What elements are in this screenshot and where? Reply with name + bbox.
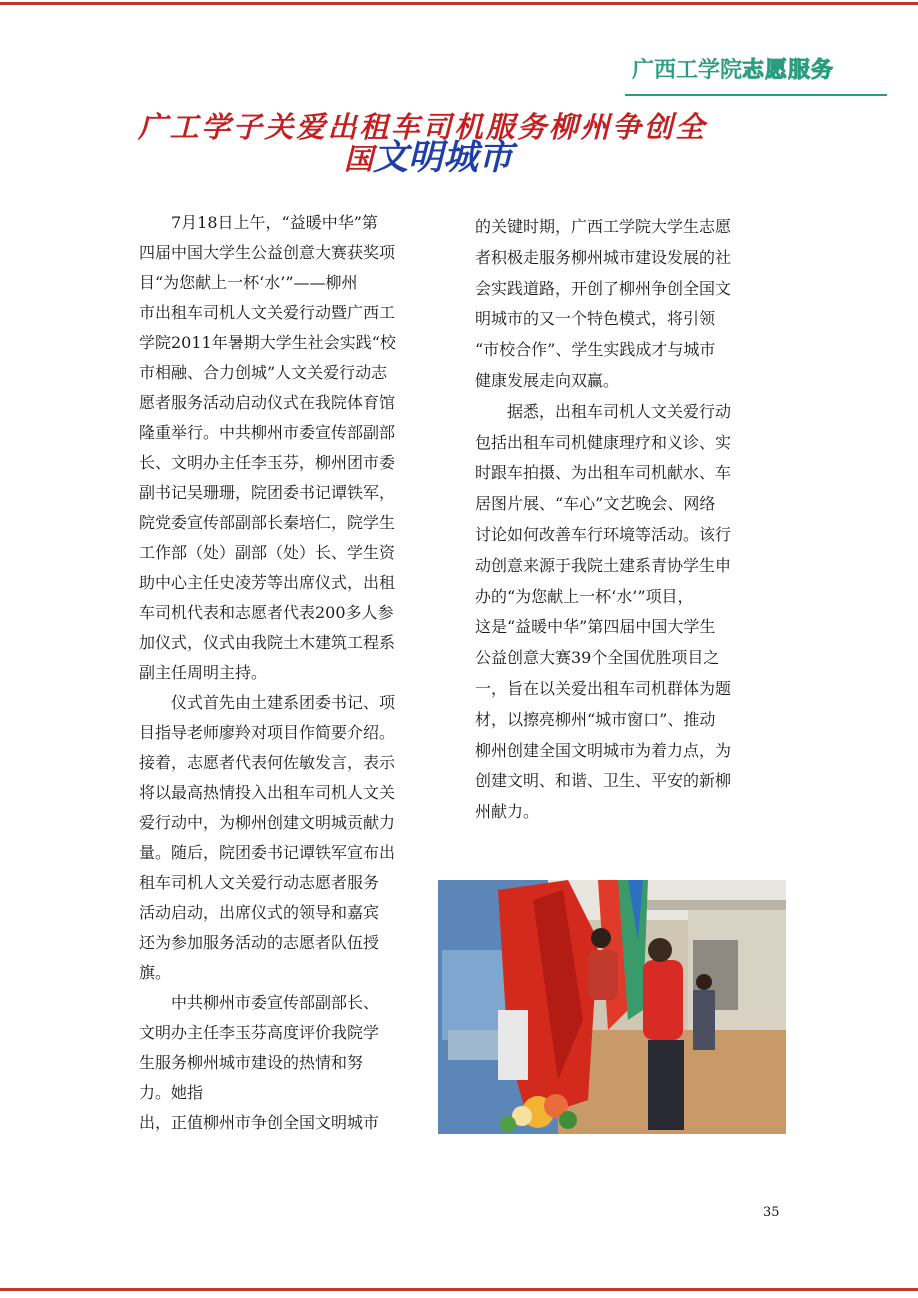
text-line: 中共柳州市委宣传部副部长、 [139,993,380,1012]
text-line: “市校合作”、学生实践成才与城市 [475,340,716,360]
brand-section: 志愿服务 [742,58,835,83]
text-line: 仪式首先由土建系团委书记、项 [139,693,396,712]
text-line: 副书记吴珊珊，院团委书记谭铁军， [139,483,396,502]
text-line: 车司机代表和志愿者代表200多人参 [139,603,394,622]
text-line: 市相融、合力创城”人文关爱行动志 [139,363,388,382]
text-line: 量。随后，院团委书记谭铁军宣布出 [139,843,396,862]
text-line: 出，正值柳州市争创全国文明城市 [139,1113,380,1132]
text-line: 愿者服务活动启动仪式在我院体育馆 [139,393,396,412]
text-line: 这是“益暖中华”第四届中国大学生 [475,617,716,637]
left-text-column [139,208,443,1138]
text-line: 力。她指 [139,1083,204,1102]
text-line: 活动启动，出席仪式的领导和嘉宾 [139,903,380,922]
text-line: 院党委宣传部副部长秦培仁，院学生 [139,513,396,532]
brand-header [632,56,834,86]
event-photo [438,880,786,1134]
text-line: 接着，志愿者代表何佐敏发言，表示 [139,753,396,772]
text-line: 公益创意大赛39个全国优胜项目之 [475,648,720,668]
text-line: 旗。 [139,963,172,982]
article-title-line1: 广工学子关爱出租车司机服务柳州争创全 [138,110,707,144]
text-line: 加仪式，仪式由我院土木建筑工程系 [139,633,396,652]
top-rule [0,2,918,5]
text-line: 生服务柳州城市建设的热情和努 [139,1053,364,1072]
text-line: 州献力。 [475,802,540,822]
text-line: 隆重举行。中共柳州市委宣传部副部 [139,423,396,442]
text-line: 时跟车拍摄、为出租车司机献水、车 [475,463,732,483]
text-line: 文明办主任李玉芬高度评价我院学 [139,1023,380,1042]
text-line: 还为参加服务活动的志愿者队伍授 [139,933,380,952]
brand-underline [625,94,887,96]
text-line: 长、文明办主任李玉芬，柳州团市委 [139,453,396,472]
text-line: 将以最高热情投入出租车司机人文关 [139,783,396,802]
text-line: 爱行动中，为柳州创建文明城贡献力 [139,813,396,832]
text-line: 会实践道路，开创了柳州争创全国文 [475,278,732,298]
text-line: 动创意来源于我院土建系青协学生申 [475,555,732,575]
text-line: 的关键时期，广西工学院大学生志愿 [475,217,732,236]
text-line: 包括出租车司机健康理疗和义诊、实 [475,432,732,452]
text-line: 目“为您献上一杯‘水’”——柳州 [139,273,358,292]
text-line: 据悉，出租车司机人文关爱行动 [475,401,732,421]
text-line: 租车司机人文关爱行动志愿者服务 [139,873,380,892]
text-line: 柳州创建全国文明城市为着力点，为 [475,740,732,760]
text-line: 7月18日上午，“益暖中华”第 [139,213,378,232]
text-line: 目指导老师廖羚对项目作简要介绍。 [139,723,396,742]
article-title-line2-blue: 文明城市 [373,137,514,178]
page-number: 35 [763,1205,780,1220]
text-line: 学院2011年暑期大学生社会实践“校 [139,333,396,352]
text-line: 者积极走服务柳州城市建设发展的社 [475,247,732,267]
text-line: 办的“为您献上一杯‘水’”项目， [475,586,694,606]
text-line: 市出租车司机人文关爱行动暨广西工 [139,303,396,322]
brand-name: 广西工学院 [632,58,743,83]
text-line: 助中心主任史凌芳等出席仪式，出租 [139,573,396,592]
text-line: 创建文明、和谐、卫生、平安的新柳 [475,771,732,791]
text-line: 健康发展走向双赢。 [475,370,620,390]
text-line: 副主任周明主持。 [139,663,268,682]
right-text-column [475,212,781,828]
text-line: 明城市的又一个特色模式，将引领 [475,309,716,329]
bottom-rule [0,1288,918,1291]
article-title-line2 [344,138,513,179]
event-photo-illustration [438,880,786,1134]
text-line: 工作部（处）副部（处）长、学生资 [139,543,396,562]
text-line: 四届中国大学生公益创意大赛获奖项 [139,243,396,262]
article-title-line2-red: 国 [344,142,374,176]
text-line: 材，以擦亮柳州“城市窗口”、推动 [475,709,716,729]
text-line: 讨论如何改善车行环境等活动。该行 [475,524,732,544]
text-line: 居图片展、“车心”文艺晚会、网络 [475,494,716,514]
text-line: 一，旨在以关爱出租车司机群体为题 [475,678,732,698]
